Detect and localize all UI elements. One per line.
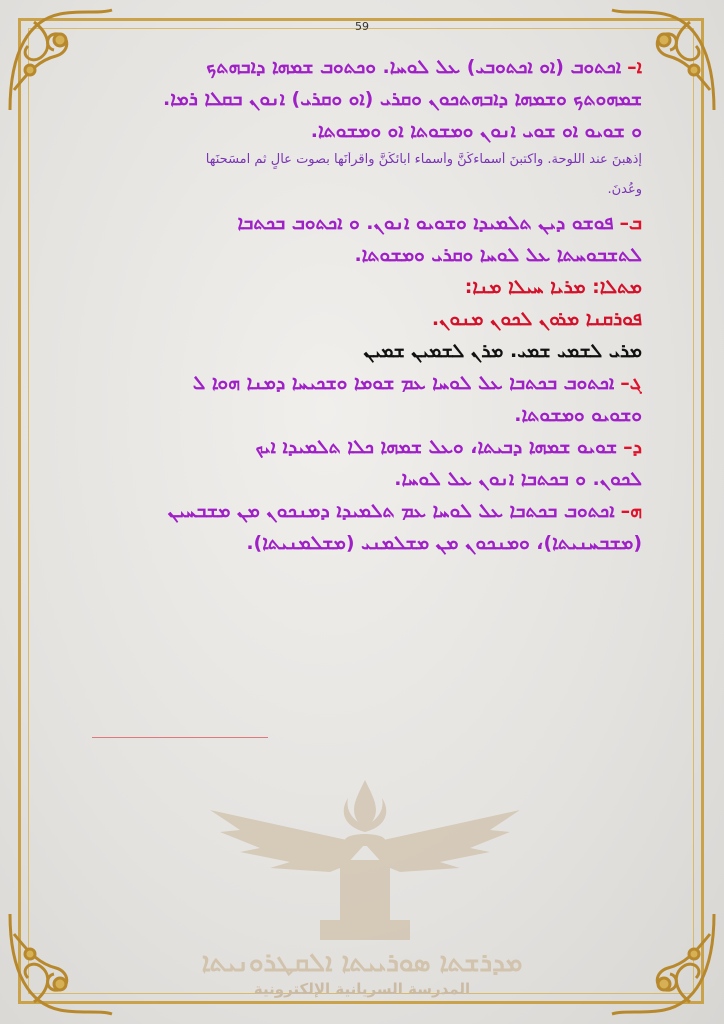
line-text: إذهبنَ عند اللوحة. واكتبنَ أسماءكُنَّ وأسماء آبائكُنَّ واقرأنَها بصوت عالٍ ثم امسَحنَها bbox=[205, 152, 642, 167]
text-line bbox=[80, 56, 642, 88]
item-marker: ܒ– bbox=[619, 212, 642, 234]
text-line bbox=[80, 120, 642, 152]
line-text: ܡܬܠܐ: ܡܪܝܐ ܚܝܠܐ ܡܢܐ: bbox=[464, 276, 642, 298]
school-logo-icon bbox=[200, 770, 530, 960]
watermark-arabic-title: المدرسة السريانية الإلكترونية bbox=[253, 980, 471, 998]
footnote-divider bbox=[92, 737, 268, 738]
line-text: (ܡܫܒܚܢܝܬܐ)، ܘܡܢܟܘܢ ܡܢ ܡܫܠܡܢܝ (ܡܫܠܡܢܝܬܐ). bbox=[246, 532, 642, 554]
text-line bbox=[80, 244, 642, 276]
example-line bbox=[80, 308, 642, 340]
text-line bbox=[80, 468, 642, 500]
example-heading bbox=[80, 276, 642, 308]
line-text: ܠܬܫܒܘܚܬܐ ܥܠ ܠܘܚܐ ܘܩܪܝ ܘܡܫܘܬܐ. bbox=[354, 244, 642, 266]
example-line bbox=[80, 340, 642, 372]
text-line bbox=[80, 436, 642, 468]
watermark-syriac-title: ܡܕܪܫܬܐ ܣܘܪܝܝܬܐ ܐܠܩܛܪܘܢܝܬܐ bbox=[201, 948, 523, 978]
arabic-translation-line bbox=[80, 182, 642, 212]
line-text: ܘܫܘܝܘ ܘܡܫܘܬܐ. bbox=[514, 404, 642, 426]
item-marker: ܕ– bbox=[623, 436, 642, 458]
line-text: ܫܘܝܘ ܫܡܗܐ ܕܒܝܬܐ، ܘܥܠ ܫܡܗܐ ܟܠܐ ܬܠܡܝܕܐ ܐܝܟ bbox=[255, 436, 618, 458]
text-line bbox=[80, 404, 642, 436]
line-text: ܐܟܬܘܒ ܒܟܬܒܐ ܥܠ ܠܘܚܐ ܥܡ ܬܠܡܝܕܐ ܕܡܢܟܘܢ ܡܢ ܡܫܒܚܝܢ bbox=[167, 500, 615, 522]
line-text: ܫܡܗܘܬܟ ܘܫܡܗܐ ܕܐܒܗܬܟܘܢ ܘܩܪܝ (ܐܘ ܘܩܪܝ) ܐܢܘܢ ܒܩܠܐ ܪܡܐ. bbox=[163, 88, 642, 110]
lesson-text bbox=[80, 56, 642, 564]
text-line bbox=[80, 532, 642, 564]
page-number: 59 bbox=[355, 20, 369, 33]
text-line bbox=[80, 500, 642, 532]
line-text: ܡܪܝ ܠܫܡܝ ܫܡܝ. ܡܪܢ ܠܫܡܝܢ ܫܡܝܢ bbox=[363, 340, 642, 362]
line-text: وعُدنَ. bbox=[607, 182, 642, 197]
item-marker: ܗ– bbox=[620, 500, 642, 522]
text-line bbox=[80, 212, 642, 244]
line-text: ܘ ܫܘܝܘ ܐܘ ܫܘܝ ܐܢܘܢ ܘܡܫܘܬܐ ܐܘ ܘܡܫܘܬܐ. bbox=[310, 120, 642, 142]
line-text: ܐܟܬܘܒ ܒܟܬܒܐ ܥܠ ܠܘܚܐ ܥܡ ܫܘܡܐ ܘܫܟܝܚܐ ܕܡܢܐ ܗܘܐ ܠ bbox=[192, 372, 615, 394]
text-line bbox=[80, 88, 642, 120]
arabic-translation-line bbox=[80, 152, 642, 182]
item-marker: ܐ– bbox=[627, 56, 642, 78]
line-text: ܐܟܬܘܒ (ܐܘ ܐܟܬܘܒܝ) ܥܠ ܠܘܚܐ. ܘܟܬܘܒ ܫܡܗܐ ܕܐܒܗܬܟ bbox=[206, 56, 622, 78]
line-text: ܦܘܪܩܢܐ ܡܪܘܢ ܠܟܘܢ ܡܢܘܢ. bbox=[431, 308, 642, 330]
line-text: ܦܘܫܘ ܕܝܢ ܬܠܡܝܕܐ ܘܫܘܝܘ ܐܢܘܢ. ܘ ܐܟܬܘܒ ܒܟܬܒܐ bbox=[237, 212, 614, 234]
text-line bbox=[80, 372, 642, 404]
item-marker: ܓ– bbox=[620, 372, 642, 394]
line-text: ܠܟܘܢ. ܘ ܒܟܬܒܐ ܐܢܘܢ ܥܠ ܠܘܚܐ. bbox=[394, 468, 642, 490]
